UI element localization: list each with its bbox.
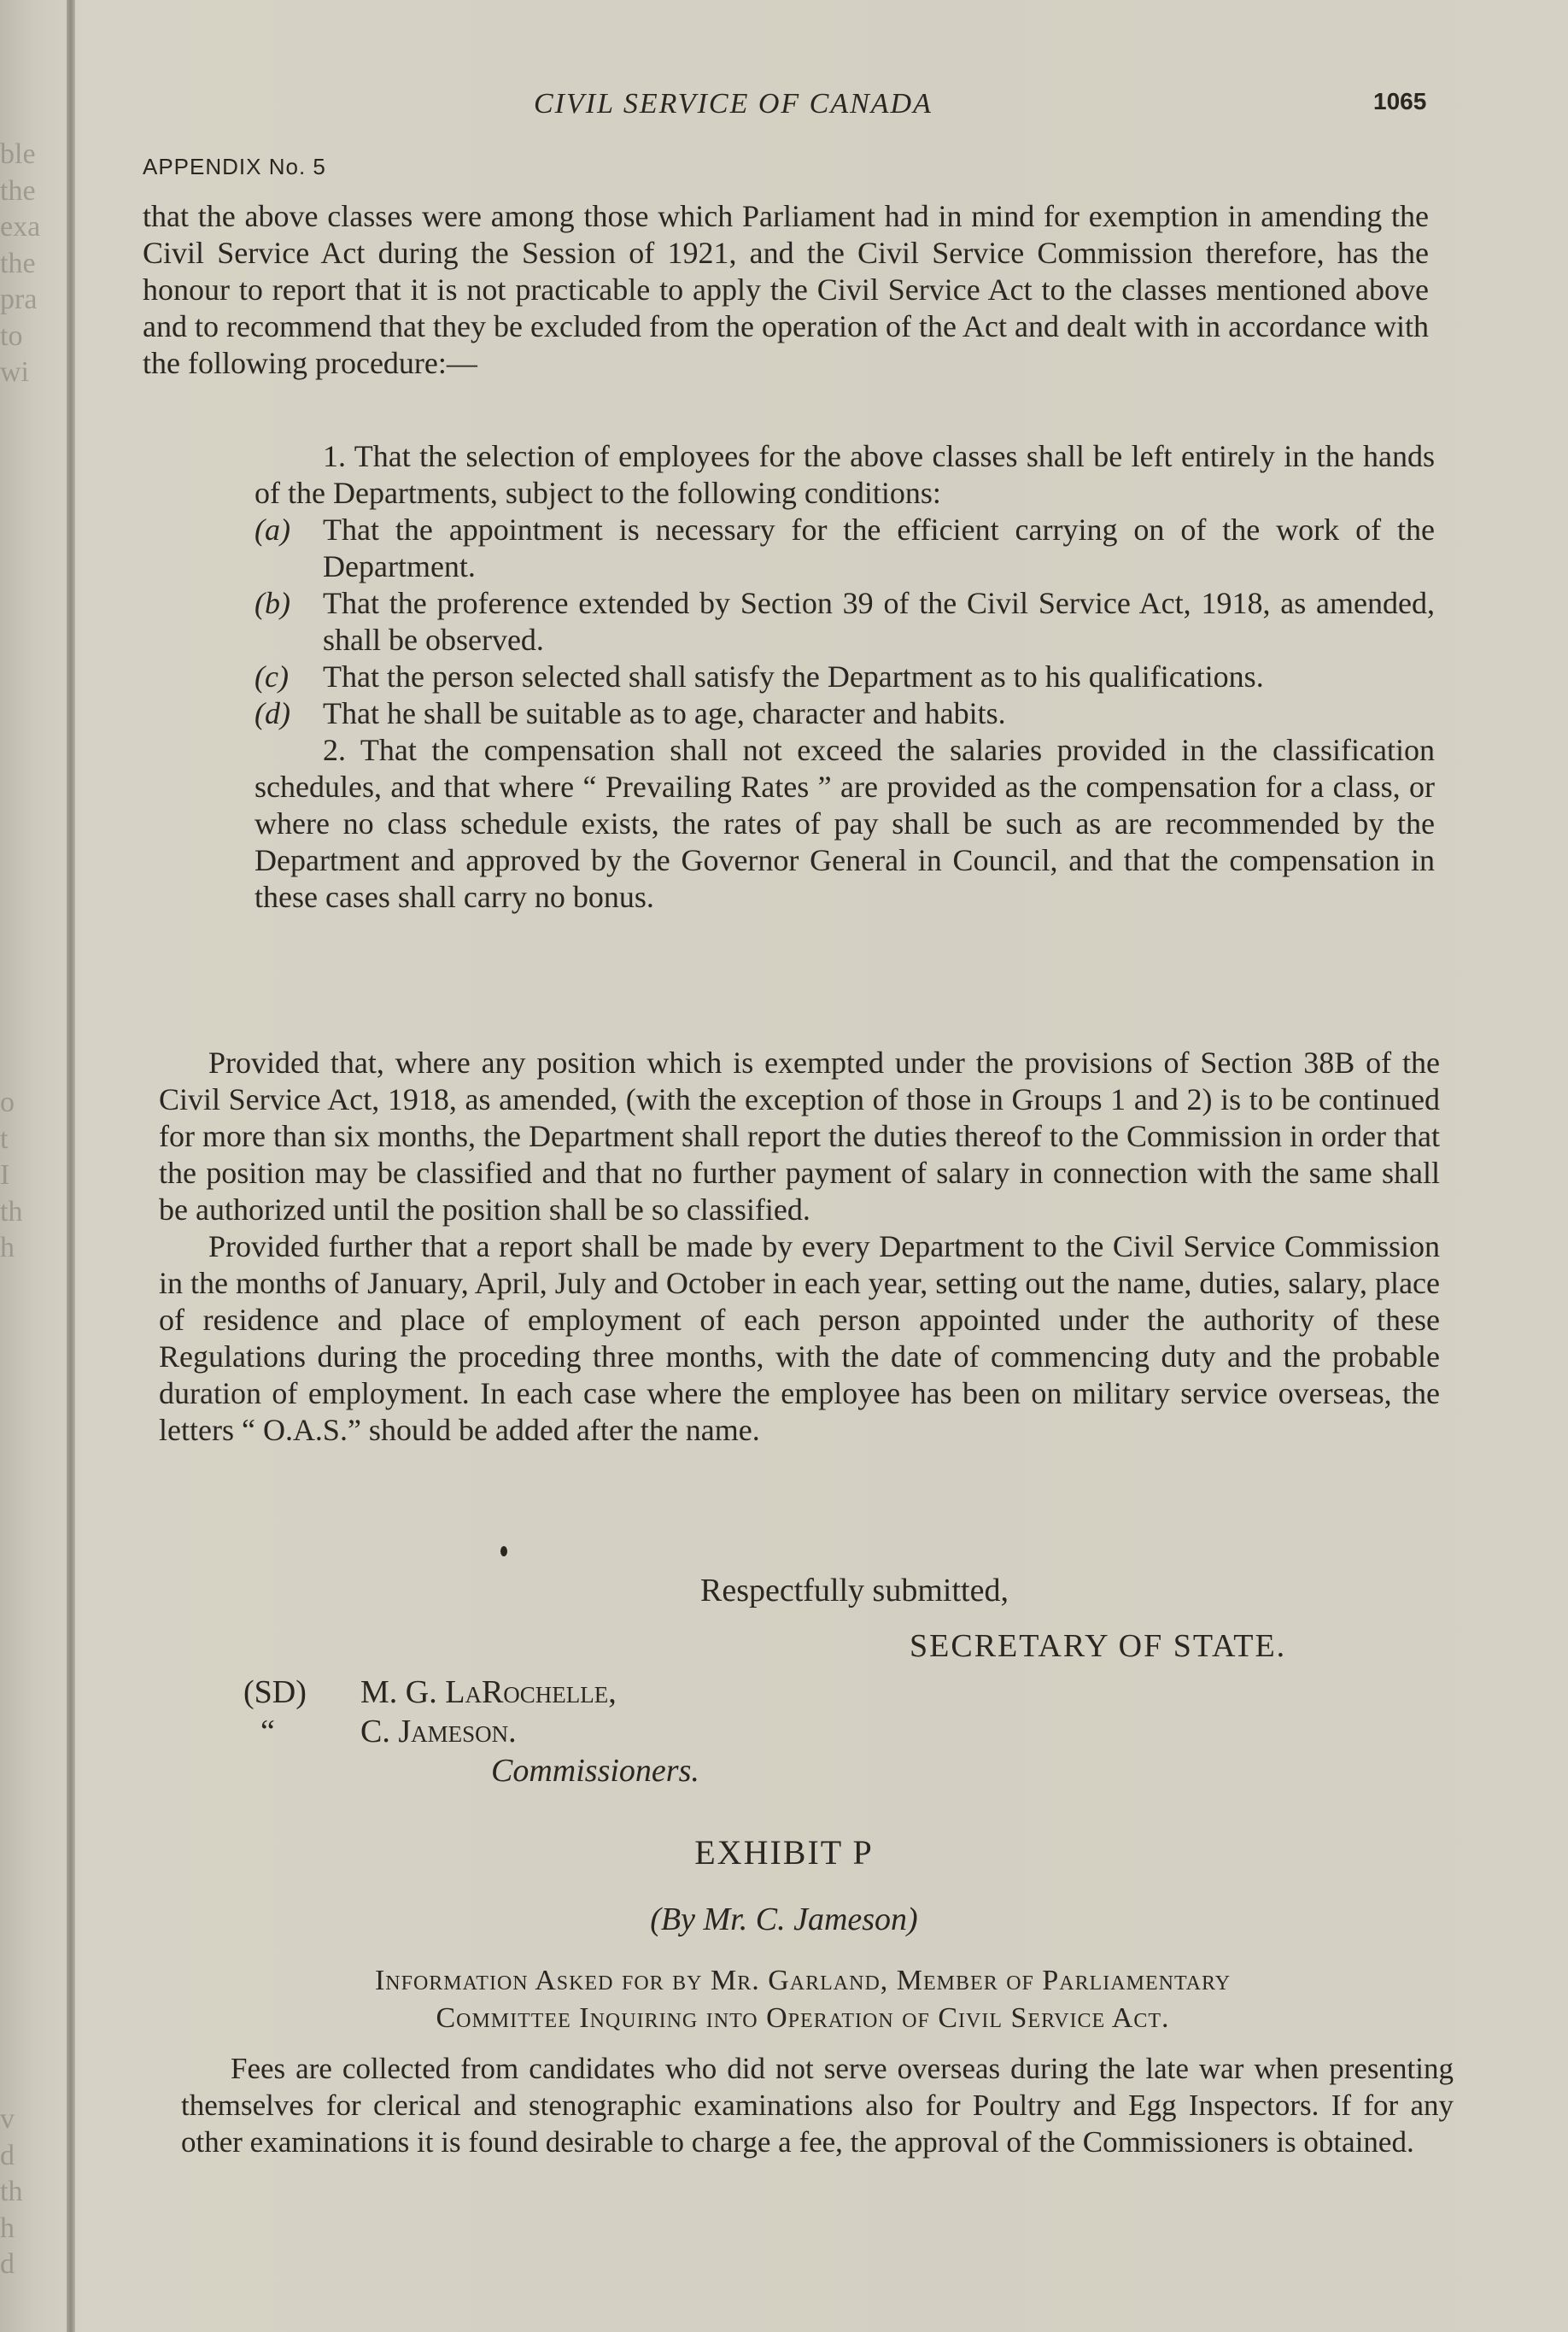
sd-mark: (SD) bbox=[243, 1674, 307, 1710]
condition-label: (c) bbox=[255, 659, 289, 694]
fees-paragraph bbox=[181, 2050, 1454, 2160]
appendix-label: APPENDIX No. 5 bbox=[143, 154, 326, 179]
running-title: CIVIL SERVICE OF CANADA bbox=[534, 88, 933, 120]
fees-text: Fees are collected from candidates who did not serve overseas during the late war when presenting themselves for clerical and stenographic examinations also for Poultry and Egg Inspectors. If for any other examinations it is found desirable to charge a fee, the approval of the Commissioners is obtained. bbox=[181, 2052, 1454, 2159]
page-header bbox=[0, 88, 1568, 131]
condition-d bbox=[255, 695, 1435, 732]
intro-text: that the above classes were among those which Parliament had in mind for exemption in amending the Civil Service Act during the Session of 1921, and the Civil Service Commission therefore, has the honour to report that it is not practicable to apply the Civil Service Act to the classes mentioned above and to recommend that they be excluded from the operation of the Act and dealt with in accordance with the following procedure:— bbox=[143, 199, 1429, 380]
condition-text: That he shall be suitable as to age, character and habits. bbox=[323, 696, 1006, 730]
condition-c bbox=[255, 659, 1435, 695]
condition-b bbox=[255, 585, 1435, 659]
intro-paragraph bbox=[143, 198, 1429, 382]
condition-label: (b) bbox=[255, 586, 290, 620]
condition-text: That the person selected shall satisfy the Department as to his qualifications. bbox=[323, 659, 1264, 694]
procedure-point-1: 1. That the selection of employees for the above classes shall be left entirely in the hands of the Departments, subject to the following conditions: bbox=[255, 439, 1435, 510]
secretary-of-state: SECRETARY OF STATE. bbox=[910, 1628, 1287, 1664]
facing-page-bleed-middle: o t I th h bbox=[0, 1087, 23, 1263]
exhibit-heading-line-1: Information Asked for by Mr. Garland, Member of Parliamentary bbox=[374, 1965, 1232, 1996]
condition-label: (d) bbox=[255, 696, 290, 730]
respectfully-submitted: Respectfully submitted, bbox=[700, 1573, 1009, 1608]
ditto-mark: “ bbox=[260, 1714, 275, 1749]
book-binding bbox=[67, 0, 75, 2332]
exhibit-title: EXHIBIT P bbox=[694, 1833, 874, 1872]
exhibit-heading bbox=[171, 1962, 1435, 2037]
proviso-1: Provided that, where any position which is exempted under the provisions of Section 38B of the Civil Service Act, 1918, as amended, (with the exception of those in Groups 1 and 2) is to be continued for more than six months, the Department shall report the duties thereof to the Commission in order that the position may be classified and that no further payment of salary in connection with the same shall be authorized until the position shall be so classified. bbox=[159, 1046, 1440, 1227]
ink-speck bbox=[500, 1546, 507, 1556]
signatory-name: M. G. LaRochelle, bbox=[360, 1674, 617, 1710]
procedure-point-2: 2. That the compensation shall not exceed the salaries provided in the classification schedules, and that where “ Prevailing Rates ” are provided as the compensation for a class, or where no class schedule exists, the rates of pay shall be such as are recommended by the Department and approved by the Governor General in Council, and that the compensation in these cases shall carry no bonus. bbox=[255, 733, 1435, 914]
procedure-list bbox=[255, 438, 1435, 916]
provisos bbox=[159, 1045, 1440, 1449]
signatory-name: C. Jameson. bbox=[360, 1714, 517, 1749]
condition-a bbox=[255, 512, 1435, 585]
condition-label: (a) bbox=[255, 513, 290, 547]
signatories bbox=[243, 1673, 699, 1790]
facing-page-bleed-bottom: v d th h d bbox=[0, 2103, 23, 2280]
exhibit-byline: (By Mr. C. Jameson) bbox=[650, 1901, 918, 1937]
exhibit-heading-line-2: Committee Inquiring into Operation of Civil Service Act. bbox=[436, 2002, 1170, 2034]
proviso-2: Provided further that a report shall be made by every Department to the Civil Service Commission in the months of January, April, July and October in each year, setting out the name, duties, salary, place of residence and place of employment of each person appointed under the authority of these Regulations during the proceding three months, with the date of commencing duty and the probable duration of employment. In each case where the employee has been on military service overseas, the letters “ O.A.S.” should be added after the name. bbox=[159, 1229, 1440, 1447]
page-number: 1065 bbox=[1373, 88, 1427, 114]
commissioners-label: Commissioners. bbox=[491, 1753, 699, 1789]
facing-page-bleed-top: ble the exa the pra to wi bbox=[0, 138, 41, 388]
condition-text: That the appointment is necessary for the efficient carrying on of the work of the Department. bbox=[323, 513, 1435, 583]
condition-text: That the proference extended by Section 39 of the Civil Service Act, 1918, as amended, shall be observed. bbox=[323, 586, 1435, 657]
